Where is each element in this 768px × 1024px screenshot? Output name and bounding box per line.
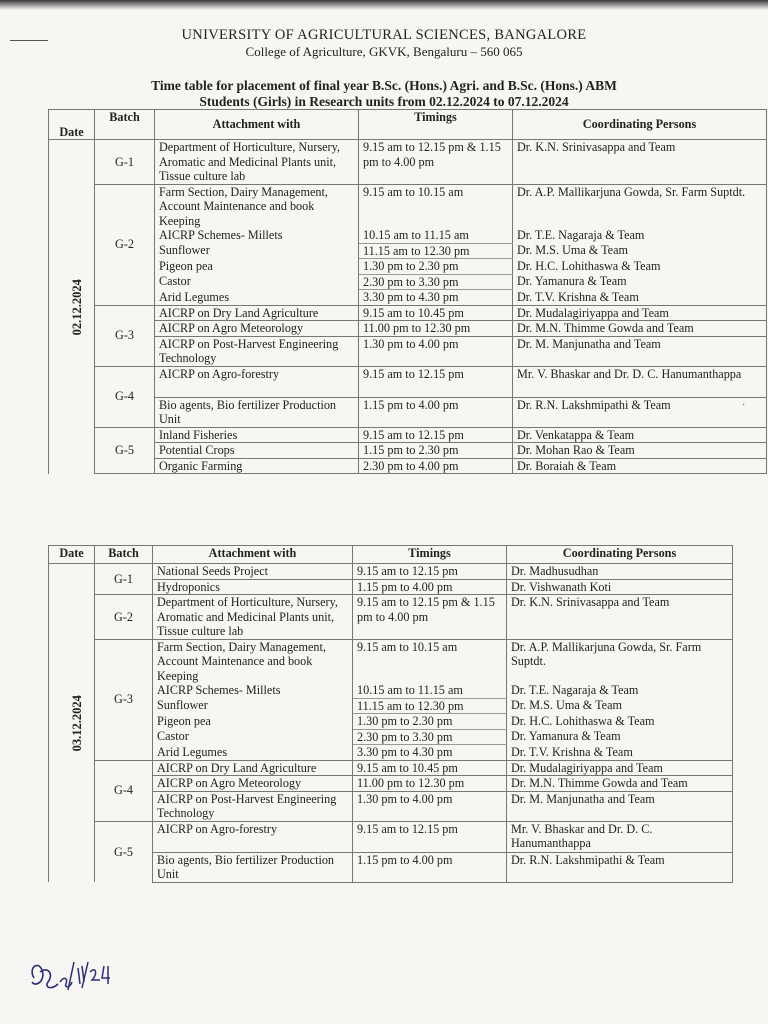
person-cell: Dr. Venkatappa & Team — [513, 427, 767, 443]
table-header-row — [49, 110, 767, 140]
timing-cell: 9.15 am to 10.15 am — [359, 184, 513, 228]
attachment-cell: AICRP Schemes- Millets — [155, 228, 359, 243]
page-top-shadow — [0, 0, 768, 10]
person-cell: Dr. M.N. Thimme Gowda and Team — [513, 321, 767, 337]
person-cell: Dr. M. Manjunatha and Team — [513, 336, 767, 366]
table-row — [49, 290, 767, 306]
attachment-cell: AICRP on Post-Harvest Engineering Technology — [153, 791, 353, 821]
person-cell: Dr. T.V. Krishna & Team — [513, 290, 767, 306]
person-cell: Dr. M. Manjunatha and Team — [507, 791, 733, 821]
attachment-cell: AICRP Schemes- Millets — [153, 683, 353, 698]
table-row — [49, 427, 767, 443]
col-date: Date — [49, 546, 95, 564]
table-row — [49, 564, 733, 580]
date-cell: 02.12.2024 — [49, 140, 95, 474]
date-cell: 03.12.2024 — [49, 564, 95, 883]
person-cell: Dr. A.P. Mallikarjuna Gowda, Sr. Farm Suptdt. — [507, 639, 733, 683]
timing-cell: 9.15 am to 12.15 pm — [353, 564, 507, 580]
attachment-cell: Hydroponics — [153, 579, 353, 595]
table-row — [49, 366, 767, 397]
table-row — [49, 259, 767, 275]
person-cell: Dr. Mohan Rao & Team — [513, 443, 767, 459]
table-row — [49, 639, 733, 683]
attachment-cell: Farm Section, Dairy Management, Account Maintenance and book Keeping — [155, 184, 359, 228]
table-row — [49, 595, 733, 640]
batch-cell: G-3 — [95, 305, 155, 366]
attachment-cell: Department of Horticulture, Nursery, Aromatic and Medicinal Plants unit, Tissue culture lab — [153, 595, 353, 640]
handwritten-signature — [24, 948, 134, 998]
batch-cell: G-2 — [95, 184, 155, 305]
table-row — [49, 397, 767, 427]
batch-cell: G-5 — [95, 427, 155, 474]
attachment-cell: AICRP on Agro-forestry — [155, 366, 359, 397]
timing-cell: 2.30 pm to 4.00 pm — [359, 458, 513, 474]
document-title: Time table for placement of final year B.Sc. (Hons.) Agri. and B.Sc. (Hons.) ABM Students (Girls) in Research units from 02.12.2024 to 07.12.2024 — [151, 78, 617, 109]
timing-cell: 9.15 am to 12.15 pm — [353, 821, 507, 852]
attachment-cell: Organic Farming — [155, 458, 359, 474]
person-cell: Dr. Boraiah & Team — [513, 458, 767, 474]
batch-cell: G-1 — [95, 140, 155, 185]
timing-cell: 9.15 am to 12.15 pm & 1.15 pm to 4.00 pm — [353, 595, 507, 640]
table-row — [49, 443, 767, 459]
person-cell: Dr. R.N. Lakshmipathi & Team — [507, 852, 733, 882]
timing-cell: 1.30 pm to 4.00 pm — [359, 336, 513, 366]
timing-cell: 11.00 pm to 12.30 pm — [353, 776, 507, 792]
college-address: College of Agriculture, GKVK, Bengaluru – 560 065 — [245, 44, 523, 59]
col-coordinators: Coordinating Persons — [513, 110, 767, 140]
person-cell: Mr. V. Bhaskar and Dr. D. C. Hanumanthappa — [513, 366, 767, 397]
timing-cell: 10.15 am to 11.15 am — [353, 683, 507, 698]
timetable-day2 — [48, 545, 733, 883]
batch-cell: G-4 — [95, 760, 153, 821]
person-cell: Dr. R.N. Lakshmipathi & Team — [513, 397, 767, 427]
attachment-cell: Sunflower — [155, 243, 359, 259]
university-name: UNIVERSITY OF AGRICULTURAL SCIENCES, BANGALORE — [181, 27, 587, 43]
attachment-cell: AICRP on Agro Meteorology — [153, 776, 353, 792]
attachment-cell: AICRP on Agro Meteorology — [155, 321, 359, 337]
timing-cell: 2.30 pm to 3.30 pm — [359, 274, 513, 290]
timing-cell: 10.15 am to 11.15 am — [359, 228, 513, 243]
col-timings: Timings — [353, 546, 507, 564]
attachment-cell: AICRP on Dry Land Agriculture — [155, 305, 359, 321]
timing-cell: 11.00 pm to 12.30 pm — [359, 321, 513, 337]
timing-cell: 9.15 am to 10.45 pm — [353, 760, 507, 776]
table-row — [49, 821, 733, 852]
timetable-day1 — [48, 109, 767, 474]
attachment-cell: Castor — [155, 274, 359, 290]
person-cell: Dr. Yamanura & Team — [513, 274, 767, 290]
person-cell: Dr. M.S. Uma & Team — [513, 243, 767, 259]
timing-cell: 9.15 am to 12.15 pm — [359, 366, 513, 397]
batch-cell: G-2 — [95, 595, 153, 640]
person-cell: Dr. M.S. Uma & Team — [507, 698, 733, 714]
attachment-cell: Inland Fisheries — [155, 427, 359, 443]
table-row — [49, 458, 767, 474]
attachment-cell: Bio agents, Bio fertilizer Production Unit — [153, 852, 353, 882]
person-cell: Dr. K.N. Srinivasappa and Team — [507, 595, 733, 640]
table-row — [49, 336, 767, 366]
attachment-cell: AICRP on Dry Land Agriculture — [153, 760, 353, 776]
attachment-cell: Castor — [153, 729, 353, 745]
attachment-cell: Pigeon pea — [153, 714, 353, 730]
timing-cell: 9.15 am to 10.45 pm — [359, 305, 513, 321]
col-batch: Batch — [95, 110, 155, 140]
timing-cell: 9.15 am to 10.15 am — [353, 639, 507, 683]
person-cell: Dr. H.C. Lohithaswa & Team — [507, 714, 733, 730]
timing-cell: 3.30 pm to 4.30 pm — [359, 290, 513, 306]
person-cell: Mr. V. Bhaskar and Dr. D. C. Hanumanthappa — [507, 821, 733, 852]
person-cell: Dr. Mudalagiriyappa and Team — [513, 305, 767, 321]
timing-cell: 1.30 pm to 2.30 pm — [353, 714, 507, 730]
timing-cell: 1.15 pm to 4.00 pm — [353, 579, 507, 595]
person-cell: Dr. T.V. Krishna & Team — [507, 745, 733, 761]
attachment-cell: Potential Crops — [155, 443, 359, 459]
person-cell: Dr. M.N. Thimme Gowda and Team — [507, 776, 733, 792]
col-batch: Batch — [95, 546, 153, 564]
col-attachment: Attachment with — [155, 110, 359, 140]
attachment-cell: AICRP on Agro-forestry — [153, 821, 353, 852]
batch-cell: G-5 — [95, 821, 153, 882]
table-header-row — [49, 546, 733, 564]
person-cell: Dr. T.E. Nagaraja & Team — [507, 683, 733, 698]
attachment-cell: Sunflower — [153, 698, 353, 714]
batch-cell: G-1 — [95, 564, 153, 595]
speck-mark: · — [742, 400, 746, 411]
timing-cell: 1.30 pm to 2.30 pm — [359, 259, 513, 275]
col-date: Date — [49, 110, 95, 140]
timing-cell: 2.30 pm to 3.30 pm — [353, 729, 507, 745]
person-cell: Dr. Vishwanath Koti — [507, 579, 733, 595]
attachment-cell: Pigeon pea — [155, 259, 359, 275]
attachment-cell: Bio agents, Bio fertilizer Production Unit — [155, 397, 359, 427]
timing-cell: 9.15 am to 12.15 pm & 1.15 pm to 4.00 pm — [359, 140, 513, 185]
person-cell: Dr. Yamanura & Team — [507, 729, 733, 745]
table-row — [49, 243, 767, 259]
timing-cell: 1.30 pm to 4.00 pm — [353, 791, 507, 821]
person-cell: Dr. K.N. Srinivasappa and Team — [513, 140, 767, 185]
attachment-cell: National Seeds Project — [153, 564, 353, 580]
table-row — [49, 140, 767, 185]
timing-cell: 1.15 pm to 4.00 pm — [359, 397, 513, 427]
attachment-cell: Department of Horticulture, Nursery, Aromatic and Medicinal Plants unit, Tissue culture lab — [155, 140, 359, 185]
table-row — [49, 321, 767, 337]
timing-cell: 11.15 am to 12.30 pm — [353, 698, 507, 714]
person-cell: Dr. Madhusudhan — [507, 564, 733, 580]
person-cell: Dr. H.C. Lohithaswa & Team — [513, 259, 767, 275]
col-coordinators: Coordinating Persons — [507, 546, 733, 564]
timing-cell: 3.30 pm to 4.30 pm — [353, 745, 507, 761]
timing-cell: 1.15 pm to 4.00 pm — [353, 852, 507, 882]
table-row — [49, 305, 767, 321]
person-cell: Dr. T.E. Nagaraja & Team — [513, 228, 767, 243]
batch-cell: G-4 — [95, 366, 155, 427]
timing-cell: 1.15 pm to 2.30 pm — [359, 443, 513, 459]
table-row — [49, 228, 767, 243]
table-row — [49, 274, 767, 290]
attachment-cell: Arid Legumes — [153, 745, 353, 761]
timing-cell: 11.15 am to 12.30 pm — [359, 243, 513, 259]
attachment-cell: Farm Section, Dairy Management, Account Maintenance and book Keeping — [153, 639, 353, 683]
col-attachment: Attachment with — [153, 546, 353, 564]
batch-cell: G-3 — [95, 639, 153, 760]
timing-cell: 9.15 am to 12.15 pm — [359, 427, 513, 443]
person-cell: Dr. A.P. Mallikarjuna Gowda, Sr. Farm Suptdt. — [513, 184, 767, 228]
attachment-cell: AICRP on Post-Harvest Engineering Technology — [155, 336, 359, 366]
person-cell: Dr. Mudalagiriyappa and Team — [507, 760, 733, 776]
table-row — [49, 760, 733, 776]
attachment-cell: Arid Legumes — [155, 290, 359, 306]
col-timings: Timings — [359, 110, 513, 140]
table-row — [49, 184, 767, 228]
